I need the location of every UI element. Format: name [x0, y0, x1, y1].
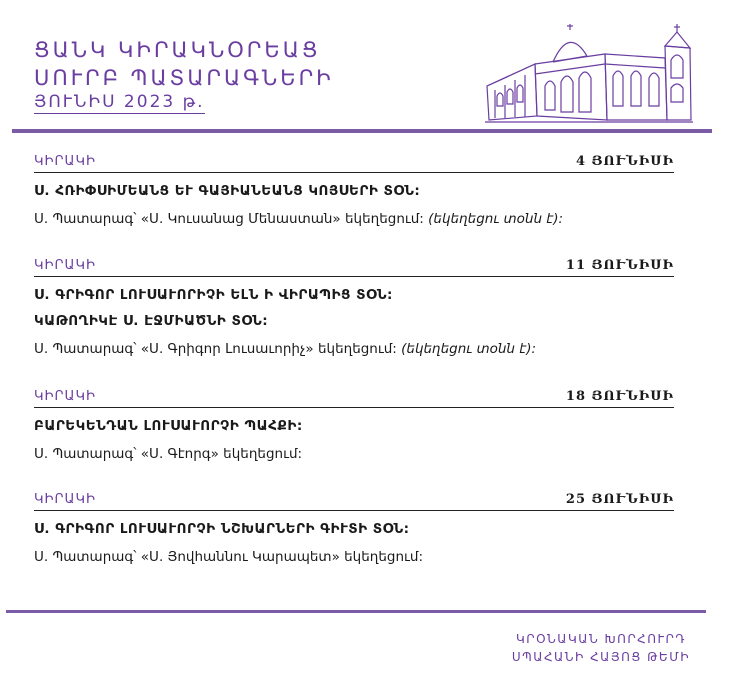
church-illustration-icon [485, 16, 695, 128]
day-label: ԿԻՐԱԿԻ [34, 258, 96, 273]
footer-signature [512, 630, 690, 666]
liturgy-line [34, 211, 674, 227]
date-label: 11 ՅՈՒՆԻՍԻ [565, 258, 674, 273]
schedule-entry [34, 385, 674, 462]
schedule-entry [34, 488, 674, 565]
feast-title: Ս. ՀՌԻՓՍԻՄԵԱՆՑ ԵՒ ԳԱՅԻԱՆԵԱՆՑ ԿՈՅՍԵՐԻ ՏՕՆ: [34, 183, 421, 199]
entry-header [34, 385, 674, 408]
liturgy-line [34, 446, 674, 462]
footer-line-2: ՍՊԱՀԱՆԻ ՀԱՅՈՑ ԹԵՄԻ [511, 650, 690, 664]
date-label: 25 ՅՈՒՆԻՍԻ [565, 492, 674, 507]
feast-title: ԲԱՐԵԿԵՆԴԱՆ ԼՈՒՍԱՒՈՐՉԻ ՊԱՀՔԻ: [34, 418, 303, 434]
feast-title: Ս. ԳՐԻԳՈՐ ԼՈՒՍԱՒՈՐԻՉԻ ԵԼՆ Ի ՎԻՐԱՊԻՑ ՏՕՆ: [34, 287, 393, 303]
day-label: ԿԻՐԱԿԻ [34, 154, 96, 169]
footer-divider [6, 610, 706, 613]
feast-title: Ս. ԳՐԻԳՈՐ ԼՈՒՍԱՒՈՐՉԻ ՆՇԽԱՐՆԵՐԻ ԳԻՒՏԻ ՏՕՆ: [34, 521, 410, 537]
entry-header [34, 150, 674, 173]
liturgy-text: Ս. Պատարագ՝ «Ս. Յովհաննու Կարապետ» եկեղեցում: [34, 549, 423, 565]
header-divider [12, 129, 712, 133]
feast-title: ԿԱԹՈՂԻԿԷ Ս. ԷՋՄԻԱԾՆԻ ՏՕՆ: [34, 313, 269, 329]
day-label: ԿԻՐԱԿԻ [34, 389, 96, 404]
liturgy-note: (եկեղեցու տօնն է): [401, 341, 537, 357]
date-label: 4 ՅՈՒՆԻՍԻ [575, 154, 674, 169]
day-label: ԿԻՐԱԿԻ [34, 492, 96, 507]
schedule-entry [34, 150, 674, 227]
liturgy-note: (եկեղեցու տօնն է): [428, 211, 564, 227]
entry-header [34, 254, 674, 277]
liturgy-line [34, 549, 674, 565]
footer-line-1: ԿՐՕՆԱԿԱՆ ԽՈՐՀՈՒՐԴ [515, 632, 686, 646]
month-year: ՅՈՒՆԻՍ 2023 թ. [34, 92, 205, 112]
header [0, 0, 730, 135]
title-line-2: ՍՈՒՐԲ ՊԱՏԱՐԱԳՆԵՐԻ [34, 66, 334, 90]
title-line-3 [34, 92, 205, 114]
title-line-1: ՑԱՆԿ ԿԻՐԱԿՆՕՐԵԱՑ [34, 38, 321, 62]
entry-header [34, 488, 674, 511]
liturgy-line [34, 341, 674, 357]
liturgy-text: Ս. Պատարագ՝ «Ս. Գէորգ» եկեղեցում: [34, 446, 303, 462]
liturgy-text: Ս. Պատարագ՝ «Ս. Գրիգոր Լուսաւորիչ» եկեղեցում: [34, 341, 397, 357]
schedule-entry [34, 254, 674, 357]
liturgy-text: Ս. Պատարագ՝ «Ս. Կուսանաց Մենաստան» եկեղեցում: [34, 211, 424, 227]
date-label: 18 ՅՈՒՆԻՍԻ [565, 389, 674, 404]
